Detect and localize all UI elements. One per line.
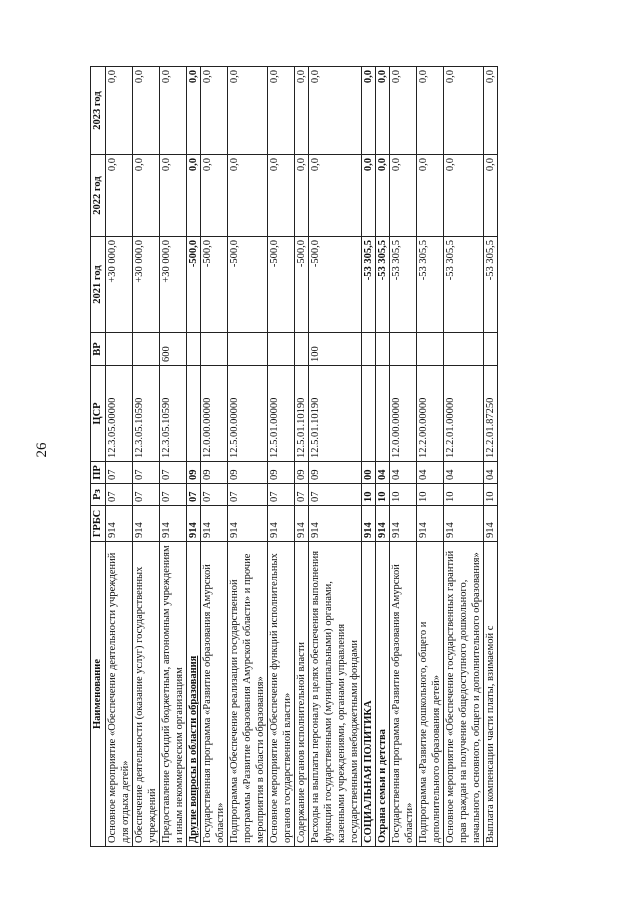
cell-csr — [376, 366, 390, 462]
cell-grbs: 914 — [362, 506, 376, 542]
cell-2023: 0,0 — [268, 67, 295, 155]
cell-2021: -500,0 — [268, 237, 295, 333]
cell-rz: 10 — [390, 484, 417, 506]
cell-name: Подпрограмма «Обеспечение реализации государственной программы «Развитие образования Амурской области» и прочие мероприятия в области образования» — [228, 542, 268, 847]
cell-2021: -53 305,5 — [484, 237, 498, 333]
cell-2022: 0,0 — [417, 155, 444, 237]
cell-pr: 09 — [309, 462, 362, 484]
cell-grbs: 914 — [187, 506, 201, 542]
table-row — [160, 67, 187, 847]
table-row-section — [376, 67, 390, 847]
cell-2023: 0,0 — [484, 67, 498, 155]
header-2021: 2021 год — [91, 237, 106, 333]
cell-pr: 09 — [228, 462, 268, 484]
cell-vr — [444, 333, 484, 366]
cell-2023: 0,0 — [444, 67, 484, 155]
cell-2022: 0,0 — [160, 155, 187, 237]
cell-pr: 04 — [444, 462, 484, 484]
table-row — [309, 67, 362, 847]
cell-2023: 0,0 — [201, 67, 228, 155]
cell-2021: -53 305,5 — [417, 237, 444, 333]
cell-pr: 07 — [160, 462, 187, 484]
cell-2023: 0,0 — [362, 67, 376, 155]
cell-grbs: 914 — [160, 506, 187, 542]
cell-grbs: 914 — [295, 506, 309, 542]
cell-pr: 09 — [201, 462, 228, 484]
cell-rz: 07 — [295, 484, 309, 506]
cell-csr: 12.3.05.00000 — [106, 366, 133, 462]
cell-csr — [362, 366, 376, 462]
cell-2021: -53 305,5 — [444, 237, 484, 333]
cell-vr — [228, 333, 268, 366]
table-row — [268, 67, 295, 847]
cell-rz: 10 — [484, 484, 498, 506]
cell-grbs: 914 — [309, 506, 362, 542]
cell-csr: 12.3.05.10590 — [133, 366, 160, 462]
cell-grbs: 914 — [484, 506, 498, 542]
cell-grbs: 914 — [376, 506, 390, 542]
cell-grbs: 914 — [201, 506, 228, 542]
cell-2023: 0,0 — [376, 67, 390, 155]
cell-name: Охрана семьи и детства — [376, 542, 390, 847]
cell-pr: 07 — [133, 462, 160, 484]
cell-pr: 04 — [376, 462, 390, 484]
cell-name: Обеспечение деятельности (оказание услуг) государственных учреждений — [133, 542, 160, 847]
cell-vr — [376, 333, 390, 366]
cell-vr — [268, 333, 295, 366]
cell-2022: 0,0 — [295, 155, 309, 237]
cell-2022: 0,0 — [376, 155, 390, 237]
cell-2023: 0,0 — [187, 67, 201, 155]
cell-name: Содержание органов исполнительной власти — [295, 542, 309, 847]
header-2022: 2022 год — [91, 155, 106, 237]
header-pr: ПР — [91, 462, 106, 484]
cell-rz: 10 — [444, 484, 484, 506]
cell-2021: +30 000,0 — [106, 237, 133, 333]
cell-name: Расходы на выплаты персоналу в целях обеспечения выполнения функций государственными (муниципальными) органами, казенными учреждениями, органами управления государственными внебюджетными фондами — [309, 542, 362, 847]
cell-2021: -500,0 — [228, 237, 268, 333]
cell-csr: 12.0.00.00000 — [390, 366, 417, 462]
cell-name: Предоставление субсидий бюджетным, автономным учреждениям и иным некоммерческим организациям — [160, 542, 187, 847]
cell-vr — [362, 333, 376, 366]
cell-name: Государственная программа «Развитие образования Амурской области» — [201, 542, 228, 847]
table-row-section — [362, 67, 376, 847]
rotated-table-wrapper — [90, 67, 610, 847]
cell-2021: -500,0 — [309, 237, 362, 333]
table-row — [390, 67, 417, 847]
cell-2022: 0,0 — [390, 155, 417, 237]
header-rz: Рз — [91, 484, 106, 506]
cell-rz: 07 — [106, 484, 133, 506]
cell-csr: 12.5.00.00000 — [228, 366, 268, 462]
cell-2021: -500,0 — [187, 237, 201, 333]
cell-name: Основное мероприятие «Обеспечение государственных гарантий прав граждан на получение общедоступного дошкольного, начального, основного, общего и дополнительного образования» — [444, 542, 484, 847]
cell-csr: 12.5.01.10190 — [295, 366, 309, 462]
table-row — [295, 67, 309, 847]
cell-2022: 0,0 — [309, 155, 362, 237]
cell-vr — [484, 333, 498, 366]
cell-grbs: 914 — [106, 506, 133, 542]
cell-2023: 0,0 — [417, 67, 444, 155]
cell-csr: 12.2.00.00000 — [417, 366, 444, 462]
cell-2023: 0,0 — [106, 67, 133, 155]
table-row-section — [187, 67, 201, 847]
table-row — [106, 67, 133, 847]
cell-name: Основное мероприятие «Обеспечение функций исполнительных органов государственной власти» — [268, 542, 295, 847]
cell-2021: -53 305,5 — [390, 237, 417, 333]
cell-grbs: 914 — [444, 506, 484, 542]
cell-2022: 0,0 — [268, 155, 295, 237]
table-row — [228, 67, 268, 847]
cell-rz: 07 — [187, 484, 201, 506]
cell-pr: 04 — [390, 462, 417, 484]
cell-rz: 07 — [228, 484, 268, 506]
cell-csr: 12.0.00.00000 — [201, 366, 228, 462]
cell-name: Выплата компенсации части платы, взимаемой с — [484, 542, 498, 847]
cell-2023: 0,0 — [390, 67, 417, 155]
cell-csr: 12.5.01.00000 — [268, 366, 295, 462]
cell-name: Другие вопросы в области образования — [187, 542, 201, 847]
cell-pr: 09 — [187, 462, 201, 484]
cell-rz: 07 — [160, 484, 187, 506]
cell-grbs: 914 — [133, 506, 160, 542]
cell-rz: 10 — [417, 484, 444, 506]
cell-csr: 12.2.01.00000 — [444, 366, 484, 462]
cell-pr: 07 — [106, 462, 133, 484]
cell-vr: 100 — [309, 333, 362, 366]
cell-2023: 0,0 — [160, 67, 187, 155]
cell-csr: 12.5.01.10190 — [309, 366, 362, 462]
cell-vr — [201, 333, 228, 366]
cell-pr: 04 — [484, 462, 498, 484]
table-row — [484, 67, 498, 847]
cell-vr — [106, 333, 133, 366]
cell-name: СОЦИАЛЬНАЯ ПОЛИТИКА — [362, 542, 376, 847]
cell-rz: 07 — [133, 484, 160, 506]
cell-2021: +30 000,0 — [133, 237, 160, 333]
cell-pr: 09 — [268, 462, 295, 484]
cell-rz: 07 — [201, 484, 228, 506]
cell-2021: -500,0 — [201, 237, 228, 333]
cell-csr — [187, 366, 201, 462]
cell-vr — [417, 333, 444, 366]
cell-2021: -53 305,5 — [362, 237, 376, 333]
header-grbs: ГРБС — [91, 506, 106, 542]
cell-2022: 0,0 — [187, 155, 201, 237]
cell-vr — [187, 333, 201, 366]
cell-2022: 0,0 — [201, 155, 228, 237]
cell-rz: 07 — [309, 484, 362, 506]
cell-name: Государственная программа «Развитие образования Амурской области» — [390, 542, 417, 847]
cell-2022: 0,0 — [228, 155, 268, 237]
cell-rz: 10 — [376, 484, 390, 506]
cell-vr — [295, 333, 309, 366]
page-number: 26 — [34, 442, 50, 458]
cell-2022: 0,0 — [106, 155, 133, 237]
cell-2022: 0,0 — [444, 155, 484, 237]
budget-table — [90, 66, 498, 847]
cell-2022: 0,0 — [484, 155, 498, 237]
cell-2023: 0,0 — [295, 67, 309, 155]
cell-2021: +30 000,0 — [160, 237, 187, 333]
cell-name: Подпрограмма «Развитие дошкольного, общего и дополнительного образования детей» — [417, 542, 444, 847]
table-row — [444, 67, 484, 847]
cell-vr — [390, 333, 417, 366]
cell-vr — [133, 333, 160, 366]
header-2023: 2023 год — [91, 67, 106, 155]
header-csr: ЦСР — [91, 366, 106, 462]
cell-pr: 09 — [295, 462, 309, 484]
cell-name: Основное мероприятие «Обеспечение деятельности учреждений для отдыха детей» — [106, 542, 133, 847]
header-vr: ВР — [91, 333, 106, 366]
cell-csr: 12.2.01.87250 — [484, 366, 498, 462]
cell-grbs: 914 — [228, 506, 268, 542]
cell-rz: 10 — [362, 484, 376, 506]
table-row — [417, 67, 444, 847]
header-name: Наименование — [91, 542, 106, 847]
cell-csr: 12.3.05.10590 — [160, 366, 187, 462]
cell-2023: 0,0 — [133, 67, 160, 155]
cell-2022: 0,0 — [133, 155, 160, 237]
cell-2021: -500,0 — [295, 237, 309, 333]
cell-2021: -53 305,5 — [376, 237, 390, 333]
table-header-row — [91, 67, 106, 847]
table-row — [133, 67, 160, 847]
cell-grbs: 914 — [268, 506, 295, 542]
cell-pr: 04 — [417, 462, 444, 484]
cell-rz: 07 — [268, 484, 295, 506]
cell-vr: 600 — [160, 333, 187, 366]
cell-grbs: 914 — [417, 506, 444, 542]
cell-2023: 0,0 — [309, 67, 362, 155]
cell-2022: 0,0 — [362, 155, 376, 237]
cell-pr: 00 — [362, 462, 376, 484]
table-row — [201, 67, 228, 847]
cell-grbs: 914 — [390, 506, 417, 542]
cell-2023: 0,0 — [228, 67, 268, 155]
